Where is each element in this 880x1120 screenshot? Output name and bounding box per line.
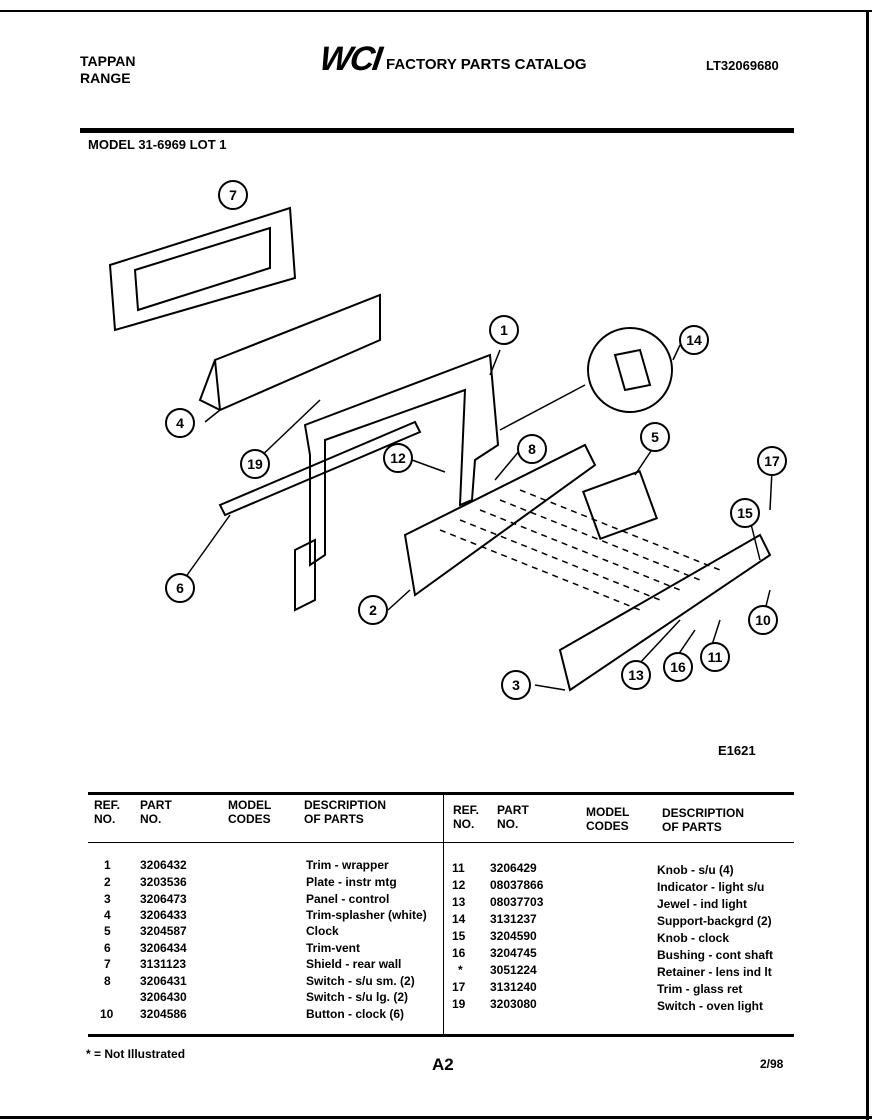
row-ref: 15 (452, 929, 466, 943)
callout-group (166, 181, 786, 699)
row-ref: 8 (104, 974, 111, 988)
row-part: 3203080 (490, 997, 537, 1011)
row-desc: Retainer - lens ind lt (657, 965, 772, 979)
row-desc: Bushing - cont shaft (657, 948, 773, 962)
table-bottom-rule (88, 1034, 794, 1037)
row-ref: 4 (104, 908, 111, 922)
row-part: 3206429 (490, 861, 537, 875)
svg-text:5: 5 (651, 429, 659, 445)
row-ref: 5 (104, 924, 111, 938)
row-desc: Trim - wrapper (306, 858, 389, 872)
row-part: 3206433 (140, 908, 187, 922)
row-part: 3131237 (490, 912, 537, 926)
part-splasher-trim (215, 295, 380, 410)
svg-text:14: 14 (686, 332, 702, 348)
wci-logo: WCI (317, 40, 383, 78)
revision-date: 2/98 (760, 1057, 784, 1071)
row-desc: Knob - clock (657, 931, 730, 945)
callout-19 (241, 450, 269, 478)
table-column-divider (443, 795, 444, 1035)
row-part: 08037866 (490, 878, 544, 892)
svg-text:3: 3 (512, 677, 520, 693)
header-ref-right: REF. NO. (453, 803, 480, 831)
callout-6 (166, 574, 194, 602)
callout-8 (518, 435, 546, 463)
row-part: 3203536 (140, 875, 187, 889)
row-part: 3204586 (140, 1007, 187, 1021)
row-ref: 12 (452, 878, 466, 892)
row-desc: Indicator - light s/u (657, 880, 765, 894)
callout-4 (166, 409, 194, 437)
row-desc: Knob - s/u (4) (657, 863, 734, 877)
row-desc: Button - clock (6) (306, 1007, 404, 1021)
row-ref: 3 (104, 892, 111, 906)
row-ref: 16 (452, 946, 466, 960)
model-line: MODEL 31-6969 LOT 1 (88, 137, 227, 152)
svg-text:6: 6 (176, 580, 184, 596)
row-part: 3206431 (140, 974, 187, 988)
row-part: 3206434 (140, 941, 187, 955)
row-part: 3206430 (140, 990, 187, 1004)
header-ref-left: REF. NO. (94, 798, 121, 826)
callout-10 (749, 606, 777, 634)
header-rule (80, 128, 794, 133)
row-ref: 14 (452, 912, 466, 926)
callout-3 (502, 671, 530, 699)
row-ref: 10 (100, 1007, 114, 1021)
row-desc: Jewel - ind light (657, 897, 748, 911)
row-desc: Trim - glass ret (657, 982, 743, 996)
callout-11 (701, 643, 729, 671)
svg-text:7: 7 (229, 187, 237, 203)
row-desc: Plate - instr mtg (306, 875, 397, 889)
svg-text:13: 13 (628, 667, 644, 683)
row-part: 3204590 (490, 929, 537, 943)
svg-text:4: 4 (176, 415, 184, 431)
row-desc: Panel - control (306, 892, 390, 906)
row-desc: Switch - s/u sm. (2) (306, 974, 415, 988)
row-ref: * (458, 963, 463, 977)
svg-text:16: 16 (670, 659, 686, 675)
row-ref: 17 (452, 980, 466, 994)
row-desc: Support-backgrd (2) (657, 914, 772, 928)
support-detail-circle (588, 328, 672, 412)
row-part: 3131240 (490, 980, 537, 994)
svg-text:10: 10 (755, 612, 771, 628)
header-part-right: PART NO. (497, 803, 529, 831)
header-model-right: MODEL CODES (586, 805, 630, 833)
callout-2 (359, 596, 387, 624)
row-ref: 6 (104, 941, 111, 955)
page-number: A2 (432, 1055, 454, 1074)
header-desc-right: DESCRIPTION OF PARTS (662, 806, 745, 834)
svg-text:15: 15 (737, 505, 753, 521)
callout-14 (680, 326, 708, 354)
header-model-left: MODEL CODES (228, 798, 272, 826)
row-part: 3206432 (140, 858, 187, 872)
callout-5 (641, 423, 669, 451)
table-header-rule (88, 842, 794, 843)
row-desc: Switch - s/u lg. (2) (306, 990, 409, 1004)
row-desc: Trim-splasher (white) (306, 908, 427, 922)
footnote: * = Not Illustrated (86, 1047, 186, 1061)
row-desc: Shield - rear wall (306, 957, 402, 971)
brand-line-1: TAPPAN (80, 53, 136, 69)
svg-text:1: 1 (500, 322, 508, 338)
page-border-top (0, 10, 872, 12)
row-ref: 1 (104, 858, 111, 872)
row-part: 3131123 (140, 957, 187, 971)
svg-text:8: 8 (528, 441, 536, 457)
svg-text:17: 17 (764, 453, 780, 469)
page-border-bottom (0, 1116, 872, 1119)
callout-17 (758, 447, 786, 475)
header-desc-left: DESCRIPTION OF PARTS (304, 798, 387, 826)
row-part: 3206473 (140, 892, 187, 906)
row-desc: Switch - oven light (657, 999, 764, 1013)
row-ref: 2 (104, 875, 111, 889)
table-top-rule (88, 792, 794, 795)
row-desc: Trim-vent (306, 941, 361, 955)
catalog-code: LT32069680 (706, 58, 779, 73)
brand-line-2: RANGE (80, 70, 131, 86)
row-ref: 19 (452, 997, 466, 1011)
catalog-title: FACTORY PARTS CATALOG (386, 56, 587, 73)
svg-text:11: 11 (707, 649, 723, 665)
figure-code: E1621 (718, 743, 756, 758)
exploded-parts-diagram (80, 160, 800, 720)
callout-7 (219, 181, 247, 209)
callout-1 (490, 316, 518, 344)
header-part-left: PART NO. (140, 798, 172, 826)
row-desc: Clock (306, 924, 339, 938)
callout-16 (664, 653, 692, 681)
row-part: 3051224 (490, 963, 537, 977)
brand-block (80, 53, 135, 87)
row-ref: 13 (452, 895, 466, 909)
page-border-right (866, 10, 869, 1120)
callout-13 (622, 661, 650, 689)
row-ref: 7 (104, 957, 111, 971)
svg-text:19: 19 (247, 456, 263, 472)
row-part: 08037703 (490, 895, 544, 909)
svg-text:2: 2 (369, 602, 377, 618)
row-part: 3204587 (140, 924, 187, 938)
svg-text:12: 12 (390, 450, 406, 466)
callout-12 (384, 444, 412, 472)
callout-15 (731, 499, 759, 527)
part-clock (583, 471, 656, 539)
row-ref: 11 (452, 861, 465, 875)
row-part: 3204745 (490, 946, 537, 960)
